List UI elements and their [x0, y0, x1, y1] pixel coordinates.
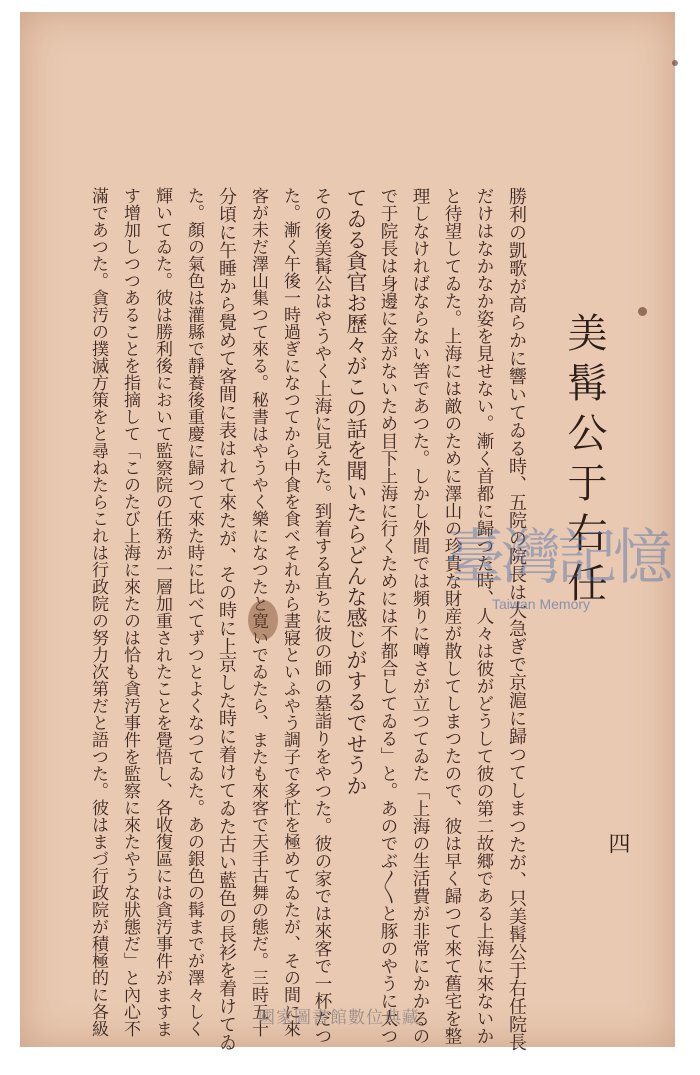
paper-spot [638, 307, 647, 316]
text-column: だけはなかなか姿を見せない。漸く首都に歸つた時、人々は彼がどうして彼の第二故郷である上海に來ないか [474, 187, 494, 1045]
watermark-subtitle: Taiwan Memory [492, 596, 591, 612]
text-column: で于院長は身邊に金がないため目下上海に行くためには不都合してゐる」と。あのでぶ〳〵と豚のやうに太つ [378, 187, 398, 1045]
article-title: 美髯公于右任 [561, 312, 607, 612]
text-column: 客が未だ澤山集つて來る。秘書はやうやく樂になつたと寛いでゐたら、またも來客で天手古舞の態だ。三時五十 [248, 187, 268, 1037]
text-column: てゐる貪官お歷々がこの話を聞いたらどんな感じがするでせうか [344, 187, 368, 796]
text-column: 理しなければならない筈であつた。しかし外間では頻りに噂さが立つてゐた「上海の生活費が非常にかかるの [410, 187, 430, 1045]
text-column: 輝いてゐた。彼は勝利後において監察院の任務が一層加重されたことを覺悟し、各收復區には貪汚事件がますま [152, 187, 172, 1037]
text-column: 勝利の凱歌が高らかに響いてゐる時、五院の院長は大急ぎで京滬に歸つてしまつたが、只美髯公于右任院長 [506, 187, 527, 1051]
watermark-logo: 臺灣記憶 [445, 523, 669, 593]
page-number: 四 [605, 832, 630, 854]
paper-spot [672, 60, 678, 66]
text-column: す增加しつつあることを指摘して「このたび上海に來たのは恰も貪汚事件を監察に來たやうな狀態だ」と內心不 [120, 187, 140, 1037]
text-column: と待望してゐた。上海には敵のために澤山の珍貴な財産が散してしまつたので、彼は早く歸つて來て舊宅を整 [442, 187, 462, 1045]
text-column: 滿であつた。貪汚の撲滅方策をと尋ねたらこれは行政院の努力次第だと語つた。彼はまづ行政院が積極的に各級 [88, 187, 108, 1037]
text-column: 分頃に午睡から覺めて客間に表はれて來たが、その時に上京した時に着けてゐた古い藍色の長衫を着けてゐ [216, 187, 237, 1051]
watermark-source: 國家圖書館數位典藏 [258, 1008, 420, 1028]
text-column: た。漸く午後一時過ぎになつてから中食を食べそれから晝寢といふやう調子で多忙を極めてゐたが、その間に來 [280, 187, 300, 1037]
paper-stain [248, 600, 278, 640]
text-column: その後美髯公はやうやく上海に見えた。到着する直ちに彼の師の墓詣りをやつた。彼の家では來客で一杯だつ [312, 187, 332, 1045]
text-column: た。顏の氣色は灌縣で靜養後重慶に歸つて來た時に比べてずつとよくなつてゐた。あの銀色の髯までが澤々しく [184, 187, 204, 1037]
